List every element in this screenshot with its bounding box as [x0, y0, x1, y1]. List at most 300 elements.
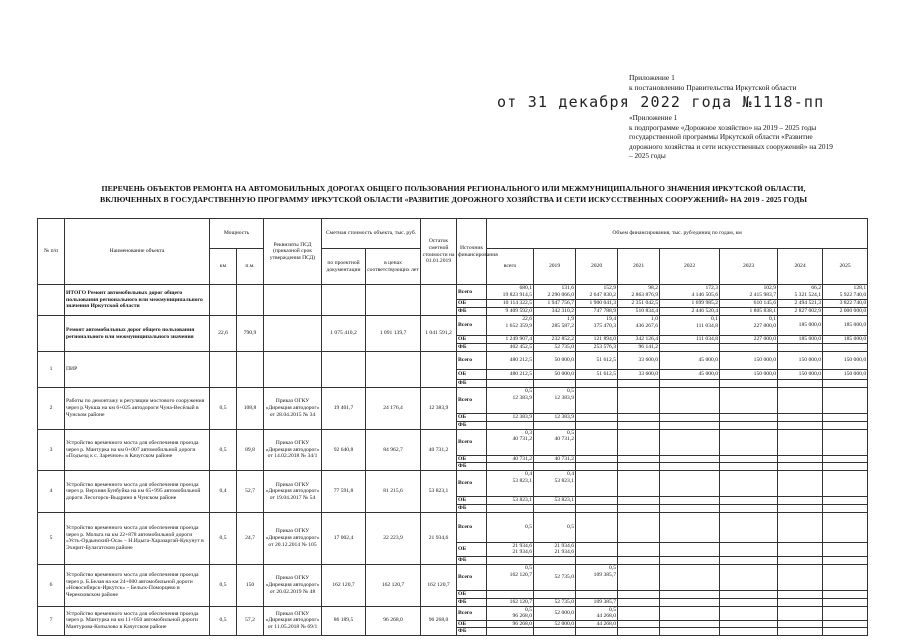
- funding-value: [720, 504, 778, 512]
- funding-value: 480 212,5: [487, 370, 534, 380]
- col-year-header: 2025: [823, 249, 868, 285]
- funding-value: 150 000,0: [778, 370, 823, 380]
- table-row: [38, 564, 868, 590]
- appendix-line: к постановлению Правительства Иркутской области: [629, 83, 797, 92]
- funding-value: [534, 421, 576, 429]
- funding-value: 162 120,7: [487, 598, 534, 606]
- funding-value: 128,1 5 922 740,0: [823, 285, 868, 300]
- funding-value: [823, 504, 868, 512]
- funding-value: 52 735,0: [534, 598, 576, 606]
- row-number: [38, 285, 65, 316]
- capacity-km: [210, 352, 237, 388]
- funding-value: 50 000,0: [534, 370, 576, 380]
- object-name: Устройство временного моста для обеспечения проезда через р. Б.Белая на км 24+000 автомобильной дороги «Новосибирск-Иркутск» – Бельск-Поморцево в Черемховском районе: [65, 564, 210, 606]
- funding-value: 45 000,0: [660, 370, 720, 380]
- funding-value: 51 612,5: [576, 352, 618, 370]
- funding-value: 50 000,0: [534, 352, 576, 370]
- funding-value: 610 145,6: [720, 300, 778, 308]
- funding-value: 0,5: [534, 512, 576, 542]
- funding-value: 150 000,0: [823, 370, 868, 380]
- funding-value: [823, 620, 868, 628]
- funding-value: 172,3 4 146 505,6: [660, 285, 720, 300]
- funding-value: [534, 463, 576, 471]
- funding-value: 747 788,9: [576, 308, 618, 316]
- cost-current-prices: 81 215,6: [366, 471, 421, 513]
- object-name: ИТОГО Ремонт автомобильных дорог общего пользования регионального или межмуниципального значения Иркутской области: [65, 285, 210, 316]
- funding-value: 1 900 041,3: [576, 300, 618, 308]
- capacity-pm: 150: [237, 564, 264, 606]
- funding-value: [487, 590, 534, 598]
- funding-value: [487, 380, 534, 388]
- funding-value: [778, 455, 823, 463]
- funding-source: ОБ: [457, 542, 487, 556]
- funding-value: 52 000,0: [534, 620, 576, 628]
- funding-value: 510 834,4: [618, 308, 660, 316]
- funding-value: [823, 380, 868, 388]
- col-year-header: 2022: [660, 249, 720, 285]
- funding-value: 12 383,9: [487, 414, 534, 422]
- funding-value: 150 000,0: [778, 352, 823, 370]
- funding-value: 21 934,6 21 934,6: [487, 542, 534, 556]
- funding-value: [618, 463, 660, 471]
- funding-value: [576, 388, 618, 414]
- funding-value: [660, 512, 720, 542]
- funding-value: 33 600,0: [618, 352, 660, 370]
- funding-value: [778, 344, 823, 352]
- funding-value: [823, 455, 868, 463]
- cost-project-doc: 86 189,5: [322, 606, 366, 635]
- capacity-km: 0,5: [210, 429, 237, 471]
- cost-project-doc: 92 640,8: [322, 429, 366, 471]
- funding-source: ФБ: [457, 344, 487, 352]
- funding-value: 680,1 19 823 914,5: [487, 285, 534, 300]
- funding-source: Всего: [457, 471, 487, 497]
- funding-value: [576, 590, 618, 598]
- funding-value: [576, 504, 618, 512]
- funding-value: [576, 455, 618, 463]
- funding-value: [823, 463, 868, 471]
- table-row: [38, 429, 868, 455]
- row-number: [38, 316, 65, 352]
- row-number: 4: [38, 471, 65, 513]
- funding-source: Всего: [457, 564, 487, 590]
- funding-value: [618, 620, 660, 628]
- funding-value: 0,1 111 034,8: [660, 316, 720, 336]
- funding-value: [720, 512, 778, 542]
- funding-value: 0,4 53 823,1: [534, 471, 576, 497]
- funding-source: ОБ: [457, 620, 487, 628]
- funding-value: 66,2 5 321 524,1: [778, 285, 823, 300]
- capacity-km: 0,5: [210, 388, 237, 430]
- funding-value: [720, 455, 778, 463]
- funding-value: [778, 504, 823, 512]
- funding-value: [823, 512, 868, 542]
- funding-value: [778, 380, 823, 388]
- funding-value: [618, 564, 660, 590]
- funding-value: [660, 620, 720, 628]
- funding-value: 0,1 227 000,0: [720, 316, 778, 336]
- psd-requisites: [264, 285, 322, 316]
- funding-value: [778, 471, 823, 497]
- decree-stamp: от 31 декабря 2022 года №1118-пп: [497, 93, 825, 111]
- col-year-header: 2020: [576, 249, 618, 285]
- funding-value: 2 494 521,3: [778, 300, 823, 308]
- funding-value: 52 000,0: [534, 606, 576, 620]
- funding-source: ОБ: [457, 336, 487, 344]
- funding-value: [618, 628, 660, 636]
- funding-source: ФБ: [457, 628, 487, 636]
- funding-value: 150 000,0: [720, 370, 778, 380]
- funding-source: ОБ: [457, 497, 487, 505]
- funding-value: 232 852,2: [534, 336, 576, 344]
- sub-appendix-line: – 2025 годы: [629, 151, 666, 161]
- funding-value: 52 735,0: [534, 344, 576, 352]
- funding-value: 40 731,2: [534, 455, 576, 463]
- psd-requisites: Приказ ОГКУ «Дирекция автодорог» от 11.05.2018 № 69/1: [264, 606, 322, 635]
- funding-value: 102,9 2 415 983,7: [720, 285, 778, 300]
- funding-source: ОБ: [457, 370, 487, 380]
- capacity-pm: 52,7: [237, 471, 264, 513]
- col-source-header: Источник финансирования: [457, 219, 487, 285]
- row-number: 5: [38, 512, 65, 564]
- funding-value: 185 000,0: [778, 336, 823, 344]
- funding-value: 402 452,5: [487, 344, 534, 352]
- funding-value: 1 805 838,1: [720, 308, 778, 316]
- row-number: 3: [38, 429, 65, 471]
- funding-value: [660, 455, 720, 463]
- funding-value: [778, 512, 823, 542]
- funding-value: [778, 620, 823, 628]
- table-row: [38, 471, 868, 497]
- funding-value: [534, 380, 576, 388]
- funding-value: 53 823,1: [487, 497, 534, 505]
- psd-requisites: Приказ ОГКУ «Дирекция автодорог» от 14.02.2018 № 34/1: [264, 429, 322, 471]
- psd-requisites: [264, 352, 322, 388]
- funding-value: [720, 497, 778, 505]
- object-name: Устройство временного моста для обеспечения проезда через р. Мольта на км 22+878 автомобильной дороги «Усть-Ордынский-Оса» – Н.Идыга-Харазаргай-Кукунут в Эхирит-Булагатском районе: [65, 512, 210, 564]
- funding-value: [660, 504, 720, 512]
- funding-value: [660, 598, 720, 606]
- funding-value: [720, 590, 778, 598]
- funding-value: [487, 463, 534, 471]
- funding-value: [534, 556, 576, 564]
- funding-value: [618, 388, 660, 414]
- col-volume-header: Объем финансирования, тыс. руб/единиц по годам, км: [487, 219, 868, 249]
- funding-value: [778, 598, 823, 606]
- funding-value: [660, 344, 720, 352]
- funding-value: [720, 414, 778, 422]
- cost-project-doc: 77 591,8: [322, 471, 366, 513]
- funding-value: [778, 606, 823, 620]
- funding-value: [778, 590, 823, 598]
- funding-value: [720, 421, 778, 429]
- funding-value: [660, 414, 720, 422]
- funding-value: [576, 471, 618, 497]
- funding-value: 2 446 520,4: [660, 308, 720, 316]
- funding-source: ФБ: [457, 308, 487, 316]
- funding-value: [720, 564, 778, 590]
- col-year-header: 2021: [618, 249, 660, 285]
- cost-project-doc: [322, 285, 366, 316]
- objects-table: [37, 218, 868, 636]
- funding-value: [576, 497, 618, 505]
- funding-source: Всего: [457, 606, 487, 620]
- table-row: [38, 606, 868, 620]
- cost-project-doc: 19 401,7: [322, 388, 366, 430]
- funding-value: 0,5 162 120,7: [487, 564, 534, 590]
- col-num-header: № п/п: [38, 219, 65, 285]
- funding-source: ФБ: [457, 380, 487, 388]
- sub-appendix-header: [629, 113, 869, 161]
- funding-value: [660, 564, 720, 590]
- funding-value: 111 034,8: [660, 336, 720, 344]
- capacity-pm: [237, 285, 264, 316]
- funding-source: Всего: [457, 316, 487, 336]
- col-cost-header: Сметная стоимость объекта, тыс. руб.: [322, 219, 421, 249]
- funding-value: 44 268,0: [576, 620, 618, 628]
- funding-source: ФБ: [457, 556, 487, 564]
- funding-value: 480 212,5: [487, 352, 534, 370]
- table-row: [38, 352, 868, 370]
- funding-value: 51 612,5: [576, 370, 618, 380]
- funding-value: [823, 429, 868, 455]
- funding-value: 342 126,4: [618, 336, 660, 344]
- psd-requisites: Приказ ОГКУ «Дирекция автодорог» от 20.12.2014 № 105: [264, 512, 322, 564]
- remaining-cost: 40 731,2: [421, 429, 457, 471]
- remaining-cost: [421, 352, 457, 388]
- remaining-cost: [421, 285, 457, 316]
- funding-value: [618, 512, 660, 542]
- funding-value: [534, 590, 576, 598]
- funding-value: [778, 388, 823, 414]
- table-row: [38, 316, 868, 336]
- capacity-pm: 790,9: [237, 316, 264, 352]
- funding-value: [720, 471, 778, 497]
- col-remain-header: Остаток сметной стоимости на 01.01.2019: [421, 219, 457, 285]
- funding-value: 227 000,0: [720, 336, 778, 344]
- funding-value: [487, 628, 534, 636]
- funding-value: [823, 606, 868, 620]
- object-name: Ремонт автомобильных дорог общего пользования регионального или межмуниципального значения: [65, 316, 210, 352]
- table-row: [38, 285, 868, 300]
- funding-value: [576, 380, 618, 388]
- col-year-header: 2024: [778, 249, 823, 285]
- capacity-km: [210, 285, 237, 316]
- funding-source: Всего: [457, 352, 487, 370]
- funding-source: ОБ: [457, 300, 487, 308]
- cost-project-doc: 1 075 410,2: [322, 316, 366, 352]
- funding-value: [618, 590, 660, 598]
- col-km-header: км: [210, 249, 237, 285]
- funding-value: 150 000,0: [823, 352, 868, 370]
- funding-value: [660, 429, 720, 455]
- funding-value: [823, 628, 868, 636]
- funding-value: [720, 542, 778, 556]
- funding-value: [823, 556, 868, 564]
- funding-value: 2 000 000,0: [823, 308, 868, 316]
- funding-value: 185 000,0: [778, 316, 823, 336]
- funding-value: 1 947 756,7: [534, 300, 576, 308]
- funding-value: [487, 504, 534, 512]
- funding-value: [778, 542, 823, 556]
- funding-value: [778, 421, 823, 429]
- funding-value: [576, 542, 618, 556]
- funding-value: [720, 463, 778, 471]
- cost-project-doc: 162 120,7: [322, 564, 366, 606]
- psd-requisites: Приказ ОГКУ «Дирекция автодорог» от 28.04.2015 № 34: [264, 388, 322, 430]
- funding-value: 45 000,0: [660, 352, 720, 370]
- document-title: [36, 183, 871, 205]
- funding-value: 52 735,0: [534, 564, 576, 590]
- row-number: 1: [38, 352, 65, 388]
- funding-value: 152,9 2 647 830,2: [576, 285, 618, 300]
- psd-requisites: Приказ ОГКУ «Дирекция автодорог» от 19.04.2017 № 54: [264, 471, 322, 513]
- cost-current-prices: 24 176,4: [366, 388, 421, 430]
- title-line: ВКЛЮЧЕННЫХ В ГОСУДАРСТВЕННУЮ ПРОГРАММУ ИРКУТСКОЙ ОБЛАСТИ «РАЗВИТИЕ ДОРОЖНОГО ХОЗЯЙСТВА И СЕТИ ИСКУССТВЕННЫХ СООРУЖЕНИЙ» НА 2019 - 2025 ГОДЫ: [100, 195, 807, 204]
- funding-value: [576, 429, 618, 455]
- cost-current-prices: [366, 352, 421, 388]
- funding-value: 1 249 907,4: [487, 336, 534, 344]
- capacity-km: 0,5: [210, 564, 237, 606]
- funding-value: [660, 590, 720, 598]
- funding-value: [660, 421, 720, 429]
- funding-value: 109 385,7: [576, 598, 618, 606]
- funding-source: Всего: [457, 429, 487, 455]
- sub-appendix-line: к подпрограмме «Дорожное хозяйство» на 2019 – 2025 годы: [629, 122, 817, 132]
- funding-value: [720, 344, 778, 352]
- funding-value: [660, 380, 720, 388]
- funding-value: [660, 388, 720, 414]
- funding-value: [823, 564, 868, 590]
- remaining-cost: 96 268,0: [421, 606, 457, 635]
- funding-value: 185 000,0: [823, 316, 868, 336]
- psd-requisites: Приказ ОГКУ «Дирекция автодорог» от 20.02.2019 № 48: [264, 564, 322, 606]
- funding-value: [778, 564, 823, 590]
- col-year-header: 2019: [534, 249, 576, 285]
- funding-value: 121 894,0: [576, 336, 618, 344]
- funding-value: [720, 556, 778, 564]
- capacity-pm: 57,2: [237, 606, 264, 635]
- col-cost-cur-header: в ценах соответствующих лет: [366, 249, 421, 285]
- funding-value: 98,2 2 863 876,9: [618, 285, 660, 300]
- funding-value: [778, 463, 823, 471]
- remaining-cost: 1 041 591,2: [421, 316, 457, 352]
- cost-project-doc: 17 002,4: [322, 512, 366, 564]
- col-pm-header: п.м.: [237, 249, 264, 285]
- funding-value: [778, 429, 823, 455]
- psd-requisites: [264, 316, 322, 352]
- funding-value: 19,4 375 470,3: [576, 316, 618, 336]
- funding-value: 253 576,3: [576, 344, 618, 352]
- funding-value: [618, 606, 660, 620]
- funding-value: 21 934,6 21 934,6: [534, 542, 576, 556]
- funding-value: 0,5 40 731,2: [534, 429, 576, 455]
- sub-appendix-line: «Приложение 1: [629, 113, 678, 122]
- funding-value: 0,3 40 731,2: [487, 429, 534, 455]
- funding-source: ОБ: [457, 455, 487, 463]
- object-name: ПИР: [65, 352, 210, 388]
- funding-value: [618, 380, 660, 388]
- funding-value: [618, 414, 660, 422]
- appendix-header: [629, 73, 796, 93]
- funding-value: [618, 421, 660, 429]
- capacity-km: 22,6: [210, 316, 237, 352]
- appendix-line: Приложение 1: [629, 73, 675, 82]
- col-cost-doc-header: по проектной документации: [322, 249, 366, 285]
- funding-value: [720, 598, 778, 606]
- funding-value: 131,6 2 290 066,0: [534, 285, 576, 300]
- funding-value: [823, 542, 868, 556]
- row-number: 7: [38, 606, 65, 635]
- funding-value: [720, 429, 778, 455]
- funding-value: [660, 471, 720, 497]
- funding-value: 0,5: [487, 512, 534, 542]
- funding-source: ФБ: [457, 463, 487, 471]
- table-row: [38, 388, 868, 414]
- funding-value: 53 823,1: [534, 497, 576, 505]
- funding-value: [618, 471, 660, 497]
- funding-source: Всего: [457, 512, 487, 542]
- funding-value: [778, 628, 823, 636]
- col-year-header: 2023: [720, 249, 778, 285]
- funding-value: 1,9 285 587,2: [534, 316, 576, 336]
- funding-value: 0,5 109 385,7: [576, 564, 618, 590]
- table-row: [38, 512, 868, 542]
- funding-value: [778, 556, 823, 564]
- funding-source: Всего: [457, 388, 487, 414]
- funding-value: [618, 598, 660, 606]
- title-line: ПЕРЕЧЕНЬ ОБЪЕКТОВ РЕМОНТА НА АВТОМОБИЛЬНЫХ ДОРОГАХ ОБЩЕГО ПОЛЬЗОВАНИЯ РЕГИОНАЛЬНОГО ИЛИ МЕЖМУНИЦИПАЛЬНОГО ЗНАЧЕНИЯ ИРКУТСКОЙ ОБЛАСТИ,: [101, 184, 806, 193]
- funding-value: 96 141,2: [618, 344, 660, 352]
- funding-source: ФБ: [457, 598, 487, 606]
- row-number: 2: [38, 388, 65, 430]
- funding-source: Всего: [457, 285, 487, 300]
- cost-current-prices: 84 962,7: [366, 429, 421, 471]
- funding-value: [823, 421, 868, 429]
- funding-value: 342 310,2: [534, 308, 576, 316]
- funding-value: [720, 380, 778, 388]
- col-name-header: Наименование объекта: [65, 219, 210, 285]
- funding-value: 12 383,9: [534, 414, 576, 422]
- remaining-cost: 21 934,6: [421, 512, 457, 564]
- funding-value: 9 409 592,0: [487, 308, 534, 316]
- funding-value: [487, 556, 534, 564]
- row-number: 6: [38, 564, 65, 606]
- funding-value: [576, 556, 618, 564]
- funding-value: [660, 556, 720, 564]
- object-name: Устройство временного моста для обеспечения проезда через р. Мантурка на км 11+050 автомобильной дороги Мантурова-Копылово в Качугском районе: [65, 606, 210, 635]
- funding-value: [823, 414, 868, 422]
- capacity-pm: 24,7: [237, 512, 264, 564]
- cost-current-prices: 1 091 139,7: [366, 316, 421, 352]
- object-name: Работы по демонтажу и регуляции мостового сооружения через р.Чукша на км 6+025 автодороги Чуна-Весёлый в Чунском районе: [65, 388, 210, 430]
- funding-value: [823, 590, 868, 598]
- funding-value: 0,4 53 823,1: [487, 471, 534, 497]
- table-body: [38, 285, 868, 636]
- table-header: [38, 219, 868, 285]
- funding-value: [778, 414, 823, 422]
- funding-source: ФБ: [457, 421, 487, 429]
- funding-value: [576, 421, 618, 429]
- capacity-pm: 108,8: [237, 388, 264, 430]
- sub-appendix-line: дорожного хозяйства и сети искусственных сооружений» на 2019: [629, 141, 833, 151]
- remaining-cost: 53 823,1: [421, 471, 457, 513]
- funding-value: [534, 628, 576, 636]
- funding-value: [660, 628, 720, 636]
- sub-appendix-line: государственной программы Иркутской области «Развитие: [629, 132, 813, 142]
- cost-current-prices: [366, 285, 421, 316]
- funding-value: [534, 504, 576, 512]
